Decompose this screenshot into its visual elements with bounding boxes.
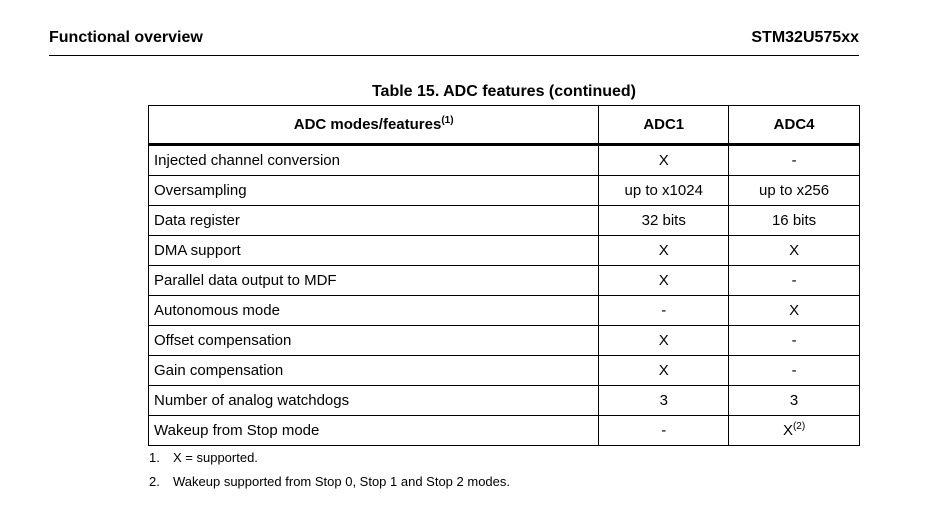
table-row: [149, 176, 860, 206]
feature-cell: Offset compensation: [149, 326, 599, 356]
feature-cell: DMA support: [149, 236, 599, 266]
header-divider: [49, 55, 859, 56]
adc4-cell: -: [729, 356, 860, 386]
adc4-cell: up to x256: [729, 176, 860, 206]
table-row: [149, 145, 860, 176]
footnote-ref-1: (1): [441, 115, 454, 126]
section-title: Functional overview: [49, 29, 203, 46]
table-row: [149, 386, 860, 416]
feature-cell: Number of analog watchdogs: [149, 386, 599, 416]
feature-cell: Oversampling: [149, 176, 599, 206]
adc4-cell: 3: [729, 386, 860, 416]
adc1-cell: X: [599, 145, 729, 176]
adc1-cell: up to x1024: [599, 176, 729, 206]
table-caption: Table 15. ADC features (continued): [371, 83, 637, 100]
adc1-cell: X: [599, 356, 729, 386]
footnote-1: [149, 449, 510, 473]
adc4-cell: 16 bits: [729, 206, 860, 236]
table-footnotes: [149, 449, 510, 497]
adc4-cell: X: [729, 296, 860, 326]
table-row: [149, 206, 860, 236]
table-header-row: [149, 106, 860, 145]
adc4-cell: X: [729, 236, 860, 266]
adc1-cell: X: [599, 236, 729, 266]
footnote-text: Wakeup supported from Stop 0, Stop 1 and Stop 2 modes.: [173, 474, 510, 489]
adc4-cell: -: [729, 266, 860, 296]
adc1-cell: -: [599, 296, 729, 326]
table-row: [149, 266, 860, 296]
footnote-2: [149, 473, 510, 497]
feature-cell: Autonomous mode: [149, 296, 599, 326]
table-row: [149, 326, 860, 356]
column-header-feature: [149, 106, 599, 145]
adc1-cell: -: [599, 416, 729, 446]
footnote-number: 2.: [149, 474, 160, 489]
feature-cell: Injected channel conversion: [149, 145, 599, 176]
feature-cell: Gain compensation: [149, 356, 599, 386]
adc4-cell: -: [729, 145, 860, 176]
adc1-cell: X: [599, 326, 729, 356]
column-header-adc1: ADC1: [599, 106, 729, 145]
adc1-cell: X: [599, 266, 729, 296]
footnote-text: X = supported.: [173, 450, 258, 465]
adc4-cell: -: [729, 326, 860, 356]
column-header-feature-label: ADC modes/features: [293, 116, 442, 133]
footnote-ref-2: (2): [792, 421, 806, 432]
footnote-number: 1.: [149, 450, 160, 465]
table-row: [149, 296, 860, 326]
adc4-cell-value: X: [782, 422, 793, 439]
feature-cell: Wakeup from Stop mode: [149, 416, 599, 446]
table-row: [149, 416, 860, 446]
table-row: [149, 236, 860, 266]
adc1-cell: 32 bits: [599, 206, 729, 236]
adc4-cell: [729, 416, 860, 446]
feature-cell: Parallel data output to MDF: [149, 266, 599, 296]
feature-cell: Data register: [149, 206, 599, 236]
column-header-adc4: ADC4: [729, 106, 860, 145]
product-name: STM32U575xx: [751, 29, 859, 46]
adc-features-table: [148, 105, 860, 446]
table-row: [149, 356, 860, 386]
adc1-cell: 3: [599, 386, 729, 416]
